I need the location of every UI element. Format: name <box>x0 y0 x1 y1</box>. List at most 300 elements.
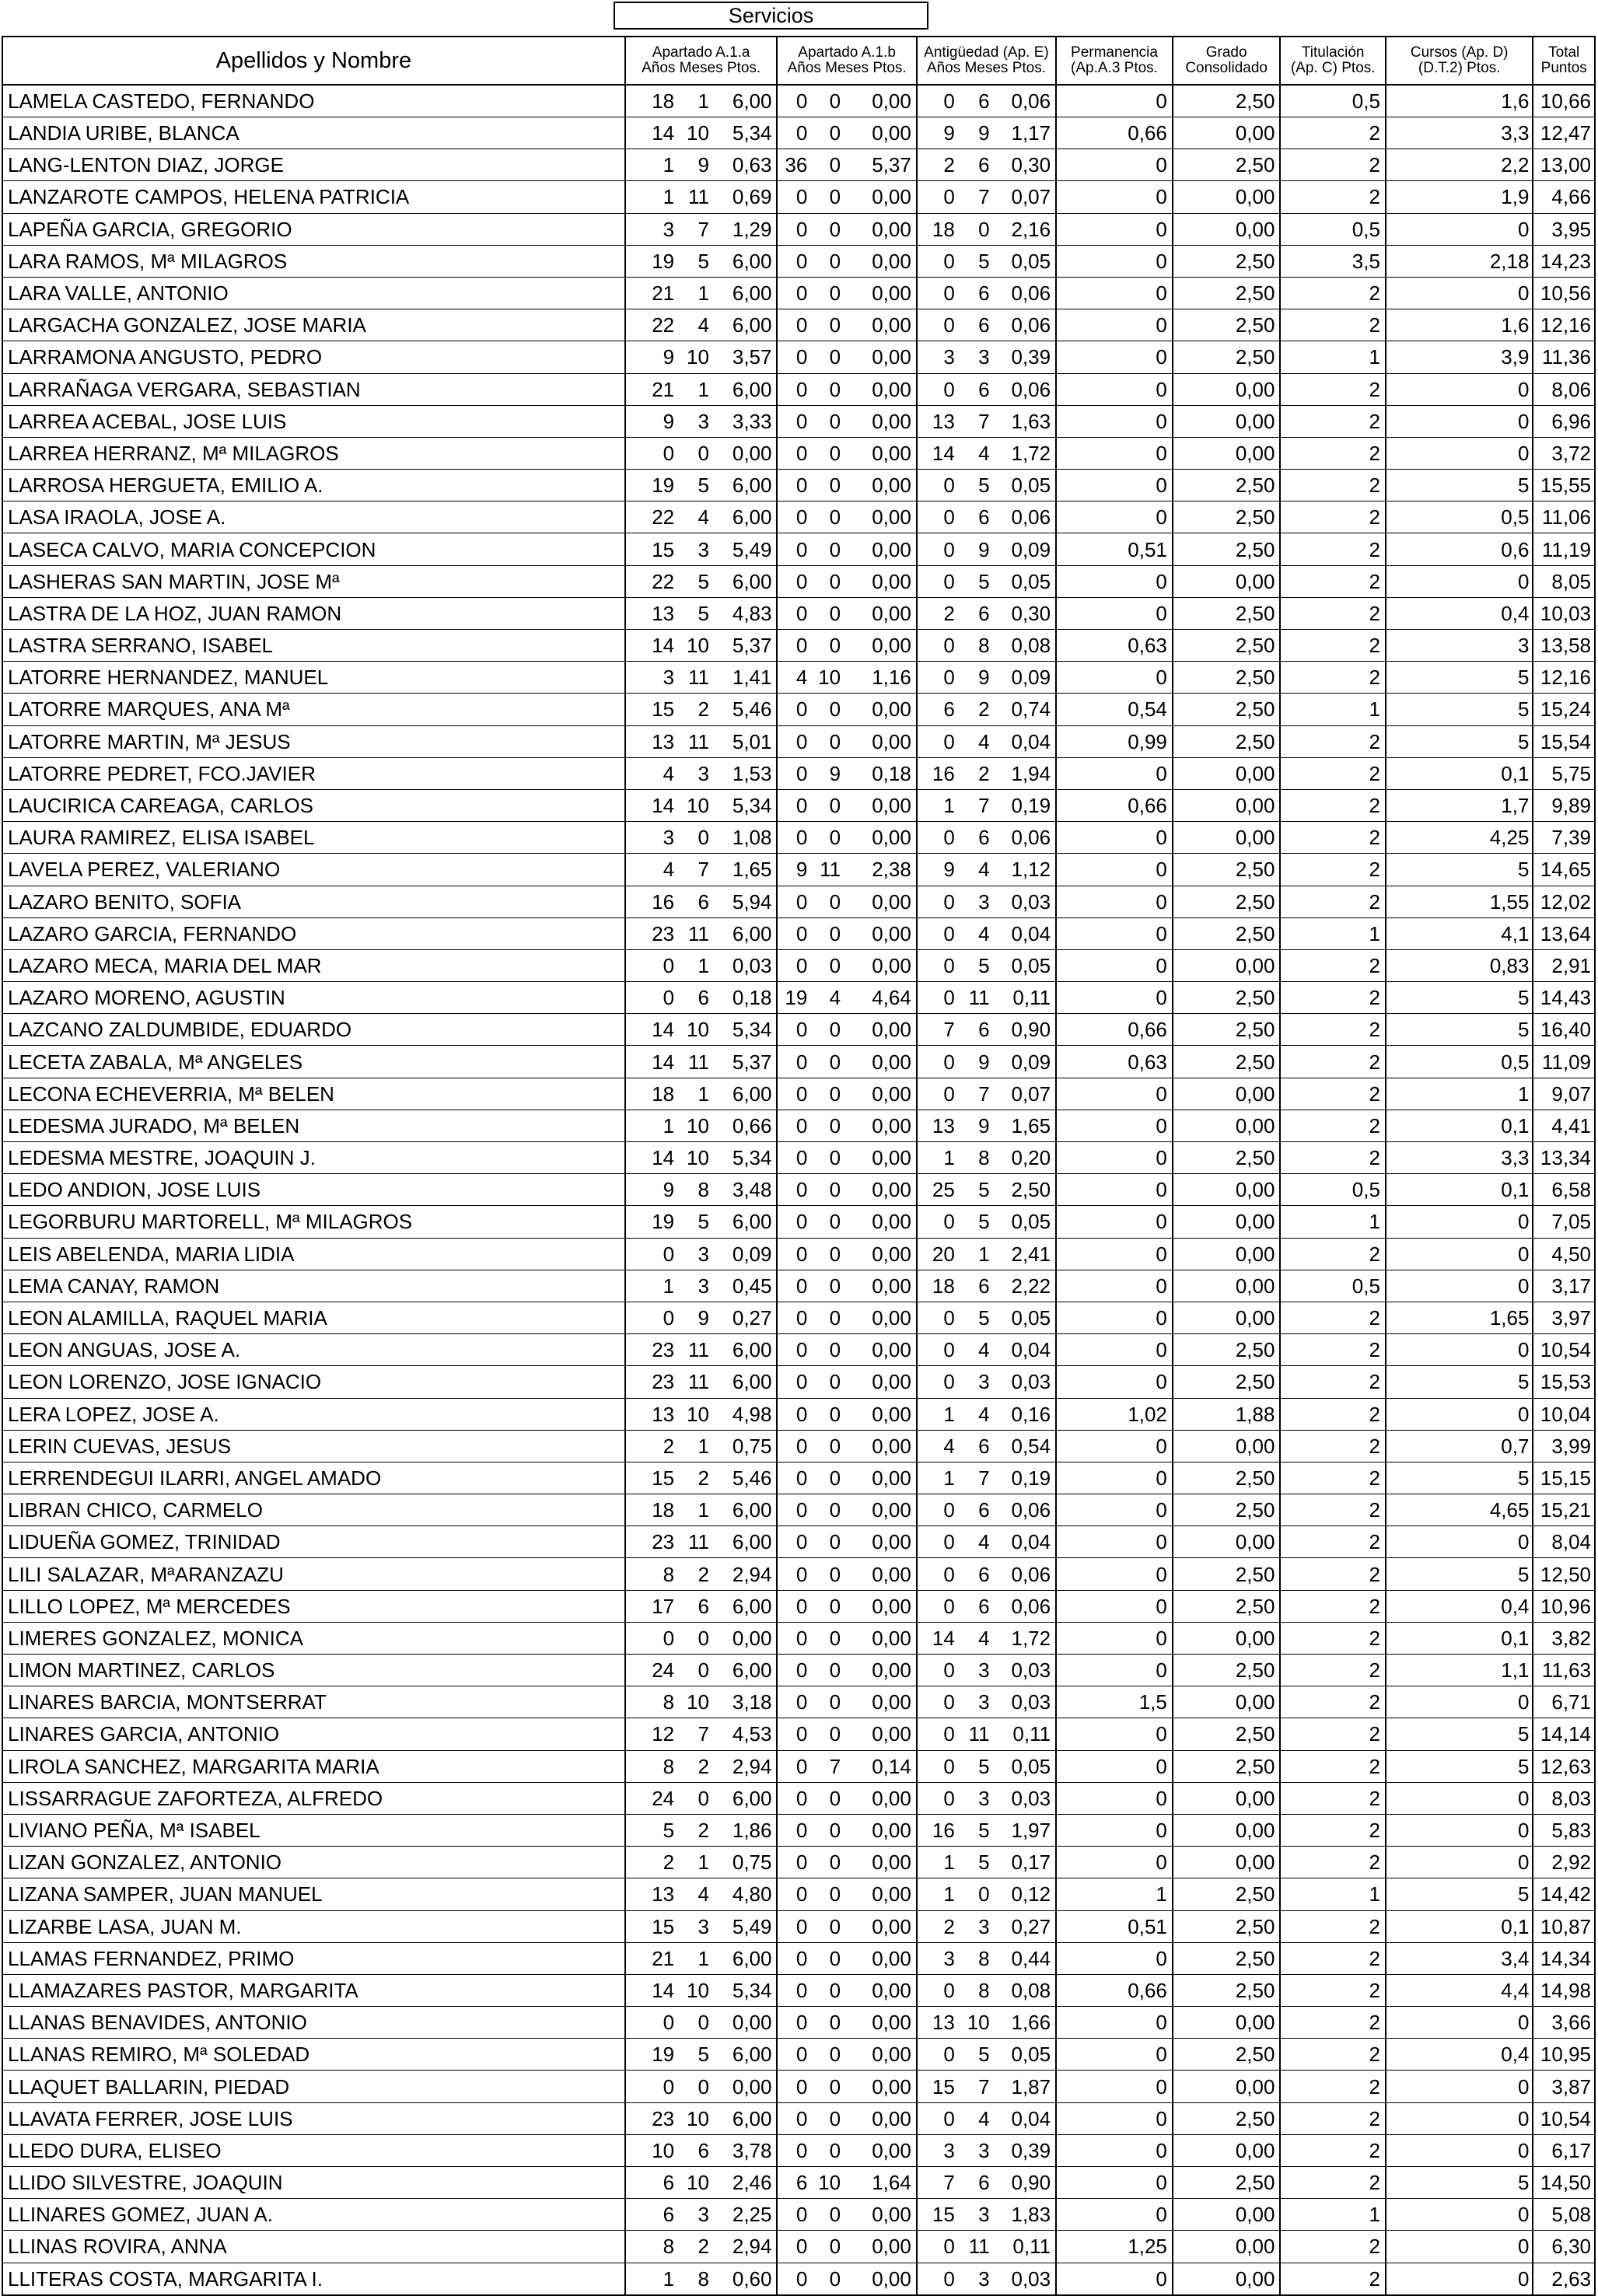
cell-titulacion: 2 <box>1280 2167 1386 2199</box>
cell-cursos: 0 <box>1386 405 1533 437</box>
cell-ant-anos: 0 <box>917 1782 960 1814</box>
cell-a1b-meses: 0 <box>812 949 845 981</box>
cell-ant-anos: 2 <box>917 597 960 629</box>
cell-ant-anos: 0 <box>917 949 960 981</box>
cell-a1a-ptos: 3,48 <box>714 1174 778 1206</box>
cell-a1b-ptos: 0,00 <box>845 886 917 917</box>
cell-permanencia: 0 <box>1056 501 1173 533</box>
cell-a1a-ptos: 0,63 <box>714 149 778 181</box>
table-row <box>2 2231 1595 2263</box>
col-header-cursos <box>1386 37 1533 85</box>
cell-a1b-meses: 0 <box>812 2231 845 2263</box>
cell-a1b-anos: 0 <box>777 886 812 917</box>
cell-a1a-ptos: 1,86 <box>714 1814 778 1846</box>
cell-ant-meses: 5 <box>960 1750 995 1782</box>
cell-ant-ptos: 0,05 <box>995 470 1056 501</box>
cell-a1a-ptos: 5,34 <box>714 789 778 821</box>
cell-cursos: 0,1 <box>1386 1110 1533 1141</box>
cell-ant-meses: 3 <box>960 1782 995 1814</box>
table-row <box>2 2263 1595 2295</box>
cell-titulacion: 0,5 <box>1280 1270 1386 1302</box>
cell-a1a-ptos: 6,00 <box>714 1655 778 1686</box>
cell-a1b-meses: 0 <box>812 437 845 469</box>
cell-a1b-anos: 4 <box>777 662 812 694</box>
cell-a1a-ptos: 0,69 <box>714 181 778 213</box>
cell-permanencia: 0 <box>1056 1462 1173 1494</box>
cell-permanencia: 0 <box>1056 565 1173 597</box>
cell-total: 12,16 <box>1533 309 1595 341</box>
cell-cursos: 0 <box>1386 2071 1533 2102</box>
cell-ant-ptos: 0,03 <box>995 1366 1056 1398</box>
cell-grado: 2,50 <box>1173 470 1281 501</box>
table-row <box>2 982 1595 1014</box>
cell-a1b-ptos: 0,00 <box>845 1782 917 1814</box>
cell-a1a-ptos: 2,94 <box>714 2231 778 2263</box>
cell-a1b-meses: 0 <box>812 1494 845 1526</box>
cell-a1a-anos: 8 <box>625 1558 679 1590</box>
table-row <box>2 1014 1595 1046</box>
cell-ant-anos: 7 <box>917 2167 960 2199</box>
cell-grado: 2,50 <box>1173 533 1281 565</box>
cell-total: 13,58 <box>1533 630 1595 662</box>
cell-a1a-anos: 13 <box>625 597 679 629</box>
cell-grado: 2,50 <box>1173 662 1281 694</box>
table-row <box>2 85 1595 117</box>
cell-ant-meses: 8 <box>960 1942 995 1974</box>
cell-a1a-ptos: 6,00 <box>714 85 778 117</box>
cell-a1a-ptos: 6,00 <box>714 1366 778 1398</box>
cell-a1b-ptos: 0,00 <box>845 822 917 854</box>
cell-ant-anos: 0 <box>917 662 960 694</box>
cell-a1b-ptos: 0,00 <box>845 1494 917 1526</box>
cell-name: LASA IRAOLA, JOSE A. <box>2 501 625 533</box>
cell-total: 9,89 <box>1533 789 1595 821</box>
table-row <box>2 245 1595 277</box>
cell-a1a-meses: 0 <box>679 1655 714 1686</box>
cell-a1b-anos: 0 <box>777 373 812 405</box>
cell-ant-anos: 0 <box>917 1750 960 1782</box>
cell-a1b-anos: 0 <box>777 341 812 373</box>
cell-permanencia: 0 <box>1056 2102 1173 2134</box>
cell-titulacion: 2 <box>1280 2071 1386 2102</box>
cell-a1a-meses: 1 <box>679 1494 714 1526</box>
cell-a1a-anos: 8 <box>625 2231 679 2263</box>
cell-total: 6,71 <box>1533 1686 1595 1718</box>
cell-a1a-meses: 10 <box>679 1686 714 1718</box>
cell-grado: 2,50 <box>1173 917 1281 949</box>
cell-cursos: 5 <box>1386 982 1533 1014</box>
cell-permanencia: 0,99 <box>1056 725 1173 757</box>
cell-titulacion: 2 <box>1280 1526 1386 1558</box>
cell-a1a-anos: 0 <box>625 2007 679 2039</box>
cell-ant-anos: 2 <box>917 149 960 181</box>
cell-permanencia: 1,25 <box>1056 2231 1173 2263</box>
cell-ant-ptos: 0,03 <box>995 2263 1056 2295</box>
cell-cursos: 5 <box>1386 2167 1533 2199</box>
cell-a1a-meses: 3 <box>679 1270 714 1302</box>
cell-a1a-ptos: 1,41 <box>714 662 778 694</box>
cell-titulacion: 2 <box>1280 1494 1386 1526</box>
cell-a1a-ptos: 1,65 <box>714 854 778 886</box>
cell-a1a-meses: 10 <box>679 117 714 149</box>
cell-name: LILLO LOPEZ, Mª MERCEDES <box>2 1590 625 1622</box>
cell-titulacion: 1 <box>1280 1878 1386 1910</box>
col-header-a1b <box>777 37 916 85</box>
cell-a1a-ptos: 5,46 <box>714 1462 778 1494</box>
cell-grado: 0,00 <box>1173 117 1281 149</box>
cell-ant-anos: 1 <box>917 1398 960 1430</box>
cell-a1b-meses: 10 <box>812 662 845 694</box>
cell-ant-meses: 6 <box>960 1590 995 1622</box>
cell-ant-meses: 3 <box>960 1655 995 1686</box>
cell-a1b-ptos: 0,00 <box>845 1590 917 1622</box>
cell-titulacion: 2 <box>1280 437 1386 469</box>
cell-a1a-ptos: 6,00 <box>714 1334 778 1366</box>
cell-permanencia: 0 <box>1056 149 1173 181</box>
cell-grado: 0,00 <box>1173 213 1281 245</box>
cell-ant-ptos: 0,54 <box>995 1430 1056 1462</box>
cell-titulacion: 2 <box>1280 1398 1386 1430</box>
table-row <box>2 725 1595 757</box>
cell-a1b-meses: 0 <box>812 1590 845 1622</box>
cell-ant-anos: 2 <box>917 1910 960 1942</box>
cell-a1b-ptos: 0,00 <box>845 405 917 437</box>
cell-grado: 2,50 <box>1173 725 1281 757</box>
cell-name: LAVELA PEREZ, VALERIANO <box>2 854 625 886</box>
cell-ant-ptos: 0,05 <box>995 245 1056 277</box>
cell-a1b-anos: 0 <box>777 1526 812 1558</box>
table-row <box>2 1430 1595 1462</box>
cell-titulacion: 2 <box>1280 1750 1386 1782</box>
table-row <box>2 789 1595 821</box>
col-header-a1b-title: Apartado A.1.b <box>798 44 896 61</box>
cell-ant-ptos: 0,04 <box>995 1526 1056 1558</box>
cell-ant-anos: 13 <box>917 405 960 437</box>
cell-grado: 2,50 <box>1173 630 1281 662</box>
table-row <box>2 2039 1595 2071</box>
cell-titulacion: 1 <box>1280 917 1386 949</box>
cell-permanencia: 0 <box>1056 1078 1173 1110</box>
cell-a1a-anos: 14 <box>625 117 679 149</box>
cell-ant-anos: 0 <box>917 181 960 213</box>
cell-a1b-meses: 0 <box>812 1462 845 1494</box>
cell-a1a-meses: 6 <box>679 1590 714 1622</box>
table-row <box>2 1238 1595 1270</box>
col-header-titulacion <box>1280 37 1386 85</box>
cell-a1b-meses: 0 <box>812 85 845 117</box>
cell-ant-ptos: 0,39 <box>995 341 1056 373</box>
table-row <box>2 1078 1595 1110</box>
cell-ant-anos: 0 <box>917 501 960 533</box>
cell-grado: 0,00 <box>1173 2231 1281 2263</box>
cell-ant-meses: 5 <box>960 565 995 597</box>
cell-ant-meses: 4 <box>960 1526 995 1558</box>
cell-cursos: 1,6 <box>1386 309 1533 341</box>
cell-ant-anos: 0 <box>917 277 960 309</box>
cell-grado: 0,00 <box>1173 2134 1281 2166</box>
cell-permanencia: 1 <box>1056 1878 1173 1910</box>
cell-a1b-ptos: 0,00 <box>845 501 917 533</box>
table-body <box>2 85 1595 2295</box>
cell-a1b-ptos: 0,00 <box>845 1622 917 1654</box>
cell-total: 14,34 <box>1533 1942 1595 1974</box>
cell-ant-anos: 16 <box>917 1814 960 1846</box>
cell-total: 10,54 <box>1533 1334 1595 1366</box>
cell-a1a-meses: 10 <box>679 2102 714 2134</box>
cell-a1a-meses: 10 <box>679 789 714 821</box>
cell-ant-ptos: 0,04 <box>995 2102 1056 2134</box>
table-row <box>2 1334 1595 1366</box>
cell-a1b-meses: 0 <box>812 2039 845 2071</box>
cell-cursos: 0 <box>1386 2007 1533 2039</box>
cell-a1a-anos: 5 <box>625 1814 679 1846</box>
cell-ant-ptos: 1,66 <box>995 2007 1056 2039</box>
cell-titulacion: 2 <box>1280 630 1386 662</box>
cell-a1b-ptos: 0,00 <box>845 1847 917 1878</box>
cell-titulacion: 1 <box>1280 2199 1386 2231</box>
cell-cursos: 0 <box>1386 437 1533 469</box>
cell-name: LLIDO SILVESTRE, JOAQUIN <box>2 2167 625 2199</box>
cell-ant-meses: 5 <box>960 1814 995 1846</box>
cell-cursos: 0 <box>1386 2263 1533 2295</box>
cell-titulacion: 2 <box>1280 1462 1386 1494</box>
cell-permanencia: 0 <box>1056 1430 1173 1462</box>
cell-grado: 0,00 <box>1173 2007 1281 2039</box>
col-header-permanencia-sub: (Ap.A.3 Ptos. <box>1071 60 1158 76</box>
cell-ant-meses: 4 <box>960 2102 995 2134</box>
cell-a1b-anos: 0 <box>777 1622 812 1654</box>
col-header-cursos-sub: (D.T.2) Ptos. <box>1418 60 1501 76</box>
cell-grado: 0,00 <box>1173 1622 1281 1654</box>
cell-total: 10,54 <box>1533 2102 1595 2134</box>
cell-a1a-meses: 5 <box>679 1206 714 1238</box>
cell-titulacion: 2 <box>1280 789 1386 821</box>
cell-a1b-ptos: 0,00 <box>845 597 917 629</box>
cell-a1b-anos: 0 <box>777 1750 812 1782</box>
cell-name: LIDUEÑA GOMEZ, TRINIDAD <box>2 1526 625 1558</box>
cell-a1b-meses: 0 <box>812 2102 845 2134</box>
cell-a1a-anos: 0 <box>625 2071 679 2102</box>
cell-a1a-anos: 15 <box>625 533 679 565</box>
cell-a1a-ptos: 6,00 <box>714 245 778 277</box>
cell-permanencia: 0 <box>1056 1142 1173 1174</box>
cell-a1a-ptos: 5,37 <box>714 630 778 662</box>
cell-name: LAZARO MORENO, AGUSTIN <box>2 982 625 1014</box>
cell-titulacion: 2 <box>1280 501 1386 533</box>
cell-grado: 2,50 <box>1173 149 1281 181</box>
col-header-antiguedad-sub: Años Meses Ptos. <box>926 60 1047 76</box>
cell-ant-anos: 15 <box>917 2071 960 2102</box>
cell-grado: 0,00 <box>1173 1847 1281 1878</box>
cell-ant-ptos: 1,12 <box>995 854 1056 886</box>
cell-cursos: 2,2 <box>1386 149 1533 181</box>
cell-a1b-anos: 0 <box>777 1718 812 1750</box>
cell-grado: 2,50 <box>1173 309 1281 341</box>
cell-titulacion: 2 <box>1280 1046 1386 1078</box>
cell-a1a-anos: 18 <box>625 1494 679 1526</box>
cell-titulacion: 2 <box>1280 1078 1386 1110</box>
cell-a1b-meses: 0 <box>812 1270 845 1302</box>
cell-name: LASTRA SERRANO, ISABEL <box>2 630 625 662</box>
cell-a1a-meses: 11 <box>679 1526 714 1558</box>
cell-ant-meses: 6 <box>960 85 995 117</box>
cell-ant-meses: 3 <box>960 1910 995 1942</box>
cell-ant-meses: 5 <box>960 1174 995 1206</box>
cell-a1b-ptos: 0,00 <box>845 1302 917 1333</box>
cell-ant-anos: 0 <box>917 1526 960 1558</box>
cell-permanencia: 0 <box>1056 437 1173 469</box>
col-header-permanencia-title: Permanencia <box>1071 44 1158 61</box>
cell-total: 5,75 <box>1533 757 1595 789</box>
cell-a1a-meses: 1 <box>679 1847 714 1878</box>
cell-a1b-anos: 0 <box>777 533 812 565</box>
cell-a1b-meses: 0 <box>812 725 845 757</box>
cell-ant-ptos: 0,90 <box>995 1014 1056 1046</box>
cell-a1b-ptos: 0,00 <box>845 1238 917 1270</box>
cell-a1a-anos: 23 <box>625 917 679 949</box>
cell-a1a-ptos: 6,00 <box>714 565 778 597</box>
cell-a1b-anos: 0 <box>777 2231 812 2263</box>
cell-name: LLAVATA FERRER, JOSE LUIS <box>2 2102 625 2134</box>
cell-a1b-anos: 0 <box>777 1847 812 1878</box>
cell-cursos: 0 <box>1386 2102 1533 2134</box>
cell-a1b-ptos: 0,00 <box>845 630 917 662</box>
cell-grado: 2,50 <box>1173 886 1281 917</box>
cell-a1b-anos: 0 <box>777 822 812 854</box>
cell-a1a-meses: 2 <box>679 1814 714 1846</box>
table-row <box>2 1655 1595 1686</box>
cell-a1a-anos: 21 <box>625 277 679 309</box>
cell-a1a-ptos: 4,53 <box>714 1718 778 1750</box>
cell-a1a-anos: 1 <box>625 149 679 181</box>
cell-name: LEDESMA MESTRE, JOAQUIN J. <box>2 1142 625 1174</box>
cell-titulacion: 2 <box>1280 1238 1386 1270</box>
cell-a1b-ptos: 0,00 <box>845 1910 917 1942</box>
cell-a1b-meses: 4 <box>812 982 845 1014</box>
cell-grado: 0,00 <box>1173 822 1281 854</box>
cell-name: LIVIANO PEÑA, Mª ISABEL <box>2 1814 625 1846</box>
cell-ant-anos: 3 <box>917 341 960 373</box>
cell-a1b-meses: 0 <box>812 1974 845 2006</box>
cell-titulacion: 2 <box>1280 2134 1386 2166</box>
cell-name: LAPEÑA GARCIA, GREGORIO <box>2 213 625 245</box>
cell-ant-meses: 3 <box>960 1366 995 1398</box>
cell-total: 7,39 <box>1533 822 1595 854</box>
cell-a1a-anos: 19 <box>625 470 679 501</box>
cell-ant-anos: 0 <box>917 1974 960 2006</box>
cell-titulacion: 2 <box>1280 886 1386 917</box>
cell-a1b-meses: 0 <box>812 149 845 181</box>
cell-total: 12,47 <box>1533 117 1595 149</box>
cell-ant-ptos: 1,72 <box>995 1622 1056 1654</box>
cell-a1a-meses: 11 <box>679 1366 714 1398</box>
cell-cursos: 0 <box>1386 277 1533 309</box>
cell-name: LANG-LENTON DIAZ, JORGE <box>2 149 625 181</box>
cell-a1a-ptos: 0,27 <box>714 1302 778 1333</box>
cell-ant-ptos: 0,05 <box>995 1206 1056 1238</box>
cell-a1b-ptos: 0,00 <box>845 309 917 341</box>
cell-a1b-anos: 9 <box>777 854 812 886</box>
cell-ant-anos: 0 <box>917 630 960 662</box>
cell-cursos: 5 <box>1386 694 1533 725</box>
cell-a1b-ptos: 0,00 <box>845 470 917 501</box>
cell-cursos: 3,3 <box>1386 117 1533 149</box>
cell-ant-meses: 5 <box>960 245 995 277</box>
cell-ant-meses: 11 <box>960 982 995 1014</box>
cell-ant-meses: 5 <box>960 1206 995 1238</box>
cell-a1a-anos: 0 <box>625 1302 679 1333</box>
cell-a1a-ptos: 0,18 <box>714 982 778 1014</box>
cell-titulacion: 2 <box>1280 1942 1386 1974</box>
cell-a1b-anos: 0 <box>777 437 812 469</box>
cell-ant-meses: 11 <box>960 2231 995 2263</box>
cell-a1b-meses: 0 <box>812 1942 845 1974</box>
cell-ant-ptos: 0,05 <box>995 1750 1056 1782</box>
cell-permanencia: 0 <box>1056 886 1173 917</box>
cell-a1a-anos: 21 <box>625 373 679 405</box>
cell-ant-anos: 0 <box>917 565 960 597</box>
cell-titulacion: 2 <box>1280 1655 1386 1686</box>
cell-a1a-meses: 0 <box>679 2007 714 2039</box>
table-row <box>2 309 1595 341</box>
cell-permanencia: 0 <box>1056 1942 1173 1974</box>
cell-name: LLAMAS FERNANDEZ, PRIMO <box>2 1942 625 1974</box>
cell-ant-anos: 6 <box>917 694 960 725</box>
cell-ant-meses: 6 <box>960 1270 995 1302</box>
cell-total: 15,53 <box>1533 1366 1595 1398</box>
cell-a1b-meses: 0 <box>812 405 845 437</box>
cell-a1b-anos: 0 <box>777 1302 812 1333</box>
cell-a1b-anos: 0 <box>777 1782 812 1814</box>
cell-a1b-ptos: 0,00 <box>845 213 917 245</box>
cell-grado: 2,50 <box>1173 277 1281 309</box>
cell-ant-anos: 0 <box>917 982 960 1014</box>
cell-ant-anos: 0 <box>917 85 960 117</box>
cell-permanencia: 0 <box>1056 2071 1173 2102</box>
cell-a1b-anos: 0 <box>777 470 812 501</box>
cell-ant-anos: 0 <box>917 1718 960 1750</box>
cell-ant-ptos: 0,27 <box>995 1910 1056 1942</box>
cell-a1a-anos: 19 <box>625 245 679 277</box>
cell-a1a-meses: 4 <box>679 309 714 341</box>
cell-permanencia: 0 <box>1056 405 1173 437</box>
cell-a1a-ptos: 0,00 <box>714 437 778 469</box>
cell-permanencia: 0 <box>1056 2007 1173 2039</box>
cell-a1a-anos: 15 <box>625 694 679 725</box>
cell-a1a-ptos: 6,00 <box>714 2102 778 2134</box>
cell-ant-anos: 0 <box>917 1590 960 1622</box>
cell-a1a-ptos: 5,94 <box>714 886 778 917</box>
cell-name: LEMA CANAY, RAMON <box>2 1270 625 1302</box>
cell-grado: 2,50 <box>1173 694 1281 725</box>
cell-ant-ptos: 0,04 <box>995 917 1056 949</box>
cell-cursos: 0,4 <box>1386 2039 1533 2071</box>
cell-a1b-ptos: 0,00 <box>845 1558 917 1590</box>
cell-ant-ptos: 0,30 <box>995 149 1056 181</box>
cell-ant-meses: 6 <box>960 822 995 854</box>
cell-a1b-anos: 0 <box>777 1142 812 1174</box>
cell-a1b-anos: 0 <box>777 1494 812 1526</box>
cell-a1a-anos: 6 <box>625 2167 679 2199</box>
cell-total: 15,21 <box>1533 1494 1595 1526</box>
cell-a1b-meses: 0 <box>812 1718 845 1750</box>
cell-a1b-meses: 0 <box>812 470 845 501</box>
cell-ant-anos: 1 <box>917 1847 960 1878</box>
cell-total: 8,05 <box>1533 565 1595 597</box>
cell-grado: 2,50 <box>1173 1974 1281 2006</box>
cell-total: 10,66 <box>1533 85 1595 117</box>
cell-permanencia: 0,66 <box>1056 117 1173 149</box>
